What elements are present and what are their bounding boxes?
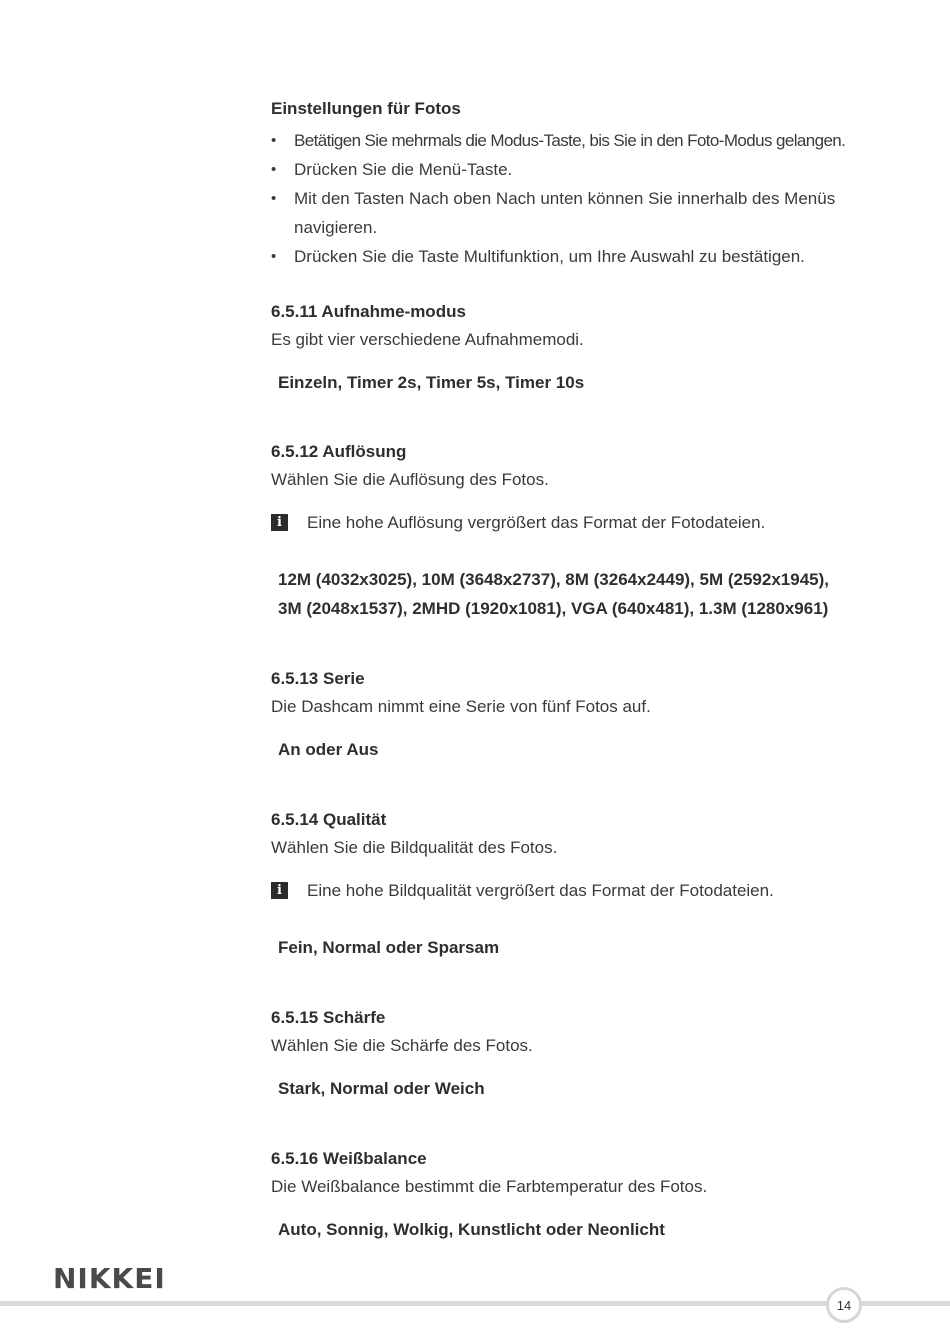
section-serie	[271, 666, 891, 764]
page-content	[271, 96, 891, 1244]
section-heading: 6.5.16 Weißbalance	[271, 1149, 427, 1168]
section-options: 3M (2048x1537), 2MHD (1920x1081), VGA (640x481), 1.3M (1280x961)	[278, 599, 829, 618]
section-text: Die Dashcam nimmt eine Serie von fünf Fotos auf.	[271, 697, 651, 716]
section-text: Wählen Sie die Auflösung des Fotos.	[271, 470, 549, 489]
list-item: • Mit den Tasten Nach oben Nach unten können Sie innerhalb des Menüs navigieren.	[271, 184, 891, 242]
list-item: • Betätigen Sie mehrmals die Modus-Taste, bis Sie in den Foto-Modus gelangen.	[271, 126, 891, 155]
section-aufloesung	[271, 439, 891, 623]
section-heading: 6.5.14 Qualität	[271, 810, 387, 829]
section-text: Wählen Sie die Bildqualität des Fotos.	[271, 838, 558, 857]
section-qualitaet	[271, 807, 891, 962]
nikkei-logo: NIKKEI	[53, 1262, 166, 1295]
intro-bullet-list	[271, 126, 891, 271]
section-options: Fein, Normal oder Sparsam	[278, 938, 500, 957]
section-heading: 6.5.15 Schärfe	[271, 1008, 386, 1027]
list-item: • Drücken Sie die Menü-Taste.	[271, 155, 891, 184]
section-heading: 6.5.13 Serie	[271, 669, 365, 688]
section-heading: 6.5.12 Auflösung	[271, 442, 407, 461]
bullet-icon: •	[271, 248, 277, 265]
info-icon: i	[271, 514, 288, 531]
bullet-icon: •	[271, 132, 276, 149]
bullet-icon: •	[271, 190, 277, 207]
section-options: Auto, Sonnig, Wolkig, Kunstlicht oder Neonlicht	[278, 1220, 665, 1239]
info-note	[271, 876, 891, 905]
section-options: Einzeln, Timer 2s, Timer 5s, Timer 10s	[278, 373, 585, 392]
bullet-icon: •	[271, 161, 277, 178]
intro-heading: Einstellungen für Fotos	[271, 99, 461, 118]
section-options: Stark, Normal oder Weich	[278, 1079, 485, 1098]
section-schaerfe	[271, 1005, 891, 1103]
section-text: Es gibt vier verschiedene Aufnahmemodi.	[271, 330, 584, 349]
footer-divider	[0, 1301, 950, 1306]
section-heading: 6.5.11 Aufnahme-modus	[271, 302, 466, 321]
section-options: 12M (4032x3025), 10M (3648x2737), 8M (3264x2449), 5M (2592x1945),	[278, 570, 829, 589]
section-aufnahme-modus	[271, 299, 891, 397]
list-item: • Drücken Sie die Taste Multifunktion, um Ihre Auswahl zu bestätigen.	[271, 242, 891, 271]
section-options: An oder Aus	[278, 740, 379, 759]
info-note	[271, 508, 891, 537]
info-icon: i	[271, 882, 288, 899]
section-weissbalance	[271, 1146, 891, 1244]
note-text: Eine hohe Bildqualität vergrößert das Format der Fotodateien.	[307, 881, 774, 900]
note-text: Eine hohe Auflösung vergrößert das Format der Fotodateien.	[307, 513, 766, 532]
section-text: Wählen Sie die Schärfe des Fotos.	[271, 1036, 533, 1055]
section-text: Die Weißbalance bestimmt die Farbtemperatur des Fotos.	[271, 1177, 708, 1196]
page-number: 14	[826, 1287, 862, 1323]
